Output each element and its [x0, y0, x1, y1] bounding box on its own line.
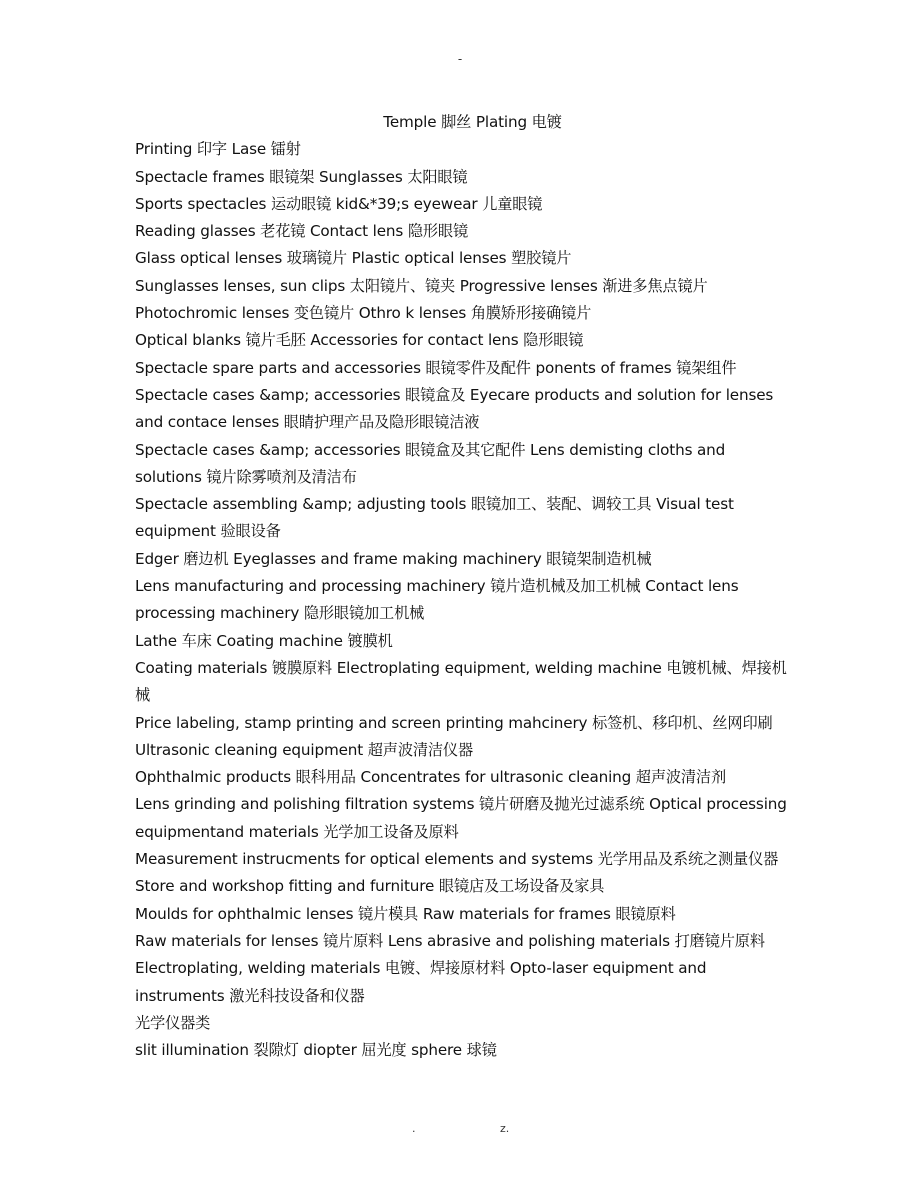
text-line: Sports spectacles 运动眼镜 kid&*39;s eyewear 儿童眼镜: [135, 194, 543, 213]
text-line: Spectacle frames 眼镜架 Sunglasses 太阳眼镜: [135, 167, 468, 186]
text-line: Spectacle spare parts and accessories 眼镜零件及配件 ponents of frames 镜架组件: [135, 358, 737, 377]
footer-right-mark: z.: [500, 1122, 510, 1135]
text-line: slit illumination 裂隙灯 diopter 屈光度 sphere 球镜: [135, 1041, 497, 1060]
text-line: Moulds for ophthalmic lenses 镜片模具 Raw materials for frames 眼镜原料: [135, 904, 676, 923]
text-line: Raw materials for lenses 镜片原料 Lens abrasive and polishing materials 打磨镜片原料: [135, 931, 765, 950]
text-line: Sunglasses lenses, sun clips 太阳镜片、镜夹 Progressive lenses 渐进多焦点镜片: [135, 276, 708, 295]
text-line: Photochromic lenses 变色镜片 Othro k lenses 角膜矫形接确镜片: [135, 304, 592, 323]
text-line: Edger 磨边机 Eyeglasses and frame making machinery 眼镜架制造机械: [135, 549, 652, 568]
footer-left-mark: .: [412, 1122, 416, 1135]
text-line: Price labeling, stamp printing and screen printing mahcinery 标签机、移印机、丝网印刷: [135, 713, 773, 732]
text-line: Lathe 车床 Coating machine 镀膜机: [135, 631, 393, 650]
page-header-mark: -: [457, 52, 463, 66]
text-line: Glass optical lenses 玻璃镜片 Plastic optical lenses 塑胶镜片: [135, 249, 572, 268]
text-line: Lens grinding and polishing filtration systems 镜片研磨及抛光过滤系统 Optical processing equipmentand materials 光学加工设备及原料: [135, 795, 787, 841]
document-body: [135, 109, 790, 1064]
page-footer: [0, 1122, 920, 1142]
text-line: Store and workshop fitting and furniture 眼镜店及工场设备及家具: [135, 877, 605, 896]
text-line: Coating materials 镀膜原料 Electroplating equipment, welding machine 电镀机械、焊接机械: [135, 658, 787, 705]
text-line: Ultrasonic cleaning equipment 超声波清洁仪器: [135, 740, 474, 759]
text-line: Printing 印字 Lase 镭射: [135, 140, 301, 159]
text-line: Optical blanks 镜片毛胚 Accessories for contact lens 隐形眼镜: [135, 331, 584, 350]
text-line: Spectacle cases &amp; accessories 眼镜盒及其它配件 Lens demisting cloths and solutions 镜片除雾喷剂及清洁布: [135, 440, 726, 486]
text-line: Lens manufacturing and processing machinery 镜片造机械及加工机械 Contact lens processing machinery 隐形眼镜加工机械: [135, 577, 739, 623]
text-line: Measurement instrucments for optical elements and systems 光学用品及系统之测量仪器: [135, 850, 779, 869]
text-line: Spectacle cases &amp; accessories 眼镜盒及 Eyecare products and solution for lenses and contace lenses 眼睛护理产品及隐形眼镜洁液: [135, 385, 774, 432]
text-line: Spectacle assembling &amp; adjusting tools 眼镜加工、装配、调较工具 Visual test equipment 验眼设备: [135, 495, 734, 541]
document-title: Temple 脚丝 Plating 电镀: [383, 113, 562, 131]
text-line: 光学仪器类: [135, 1013, 211, 1032]
text-line: Reading glasses 老花镜 Contact lens 隐形眼镜: [135, 222, 468, 241]
text-line: Electroplating, welding materials 电镀、焊接原材料 Opto-laser equipment and instruments 激光科技设备和仪器: [135, 959, 707, 1005]
text-line: Ophthalmic products 眼科用品 Concentrates for ultrasonic cleaning 超声波清洁剂: [135, 768, 727, 787]
